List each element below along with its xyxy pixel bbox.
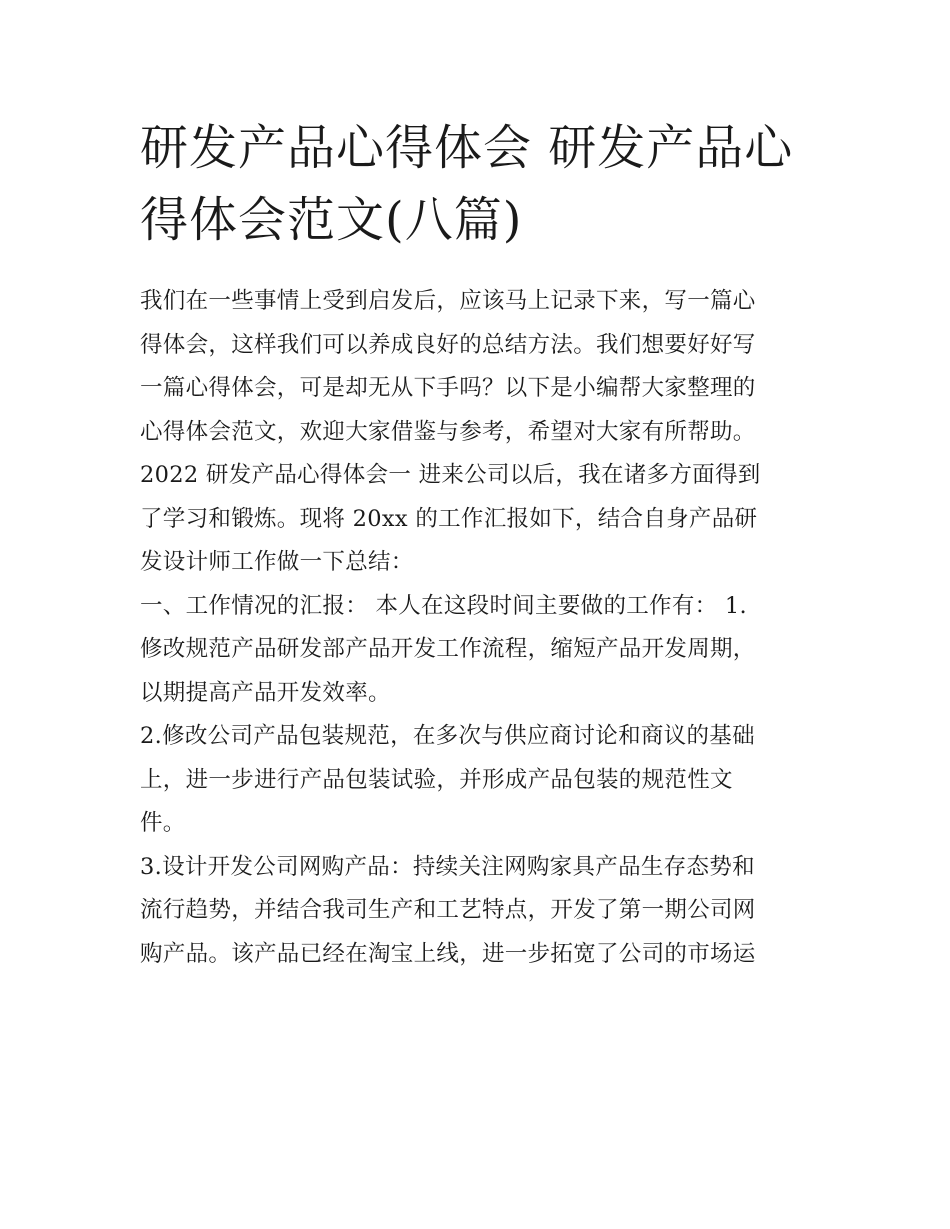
document-title: [140, 112, 830, 256]
body-line: 2022 研发产品心得体会一 进来公司以后，我在诸多方面得到: [140, 462, 761, 488]
body-line: 我们在一些事情上受到启发后，应该马上记录下来，写一篇心: [140, 288, 756, 314]
body-line: 3.设计开发公司网购产品：持续关注网购家具产品生存态势和: [140, 853, 755, 880]
body-line: 2.修改公司产品包装规范，在多次与供应商讨论和商议的基础: [140, 723, 755, 749]
body-line: 以期提高产品开发效率。: [140, 679, 391, 706]
body-line: 流行趋势，并结合我司生产和工艺特点，开发了第一期公司网: [140, 897, 756, 923]
body-line: 心得体会范文，欢迎大家借鉴与参考，希望对大家有所帮助。: [140, 418, 756, 445]
body-line: 件。: [140, 810, 186, 836]
body-line: 了学习和锻炼。现将 20xx 的工作汇报如下，结合自身产品研: [140, 505, 758, 532]
document-body: [140, 280, 820, 976]
body-line: 上，进一步进行产品包装试验，并形成产品包装的规范性文: [140, 766, 733, 793]
body-line: 得体会，这样我们可以养成良好的总结方法。我们想要好好写: [140, 331, 756, 358]
body-line: 一篇心得体会，可是却无从下手吗？以下是小编帮大家整理的: [140, 375, 756, 401]
title-line-2: 得体会范文(八篇): [140, 192, 523, 248]
title-line-1: 研发产品心得体会 研发产品心: [140, 120, 794, 176]
body-line: 购产品。该产品已经在淘宝上线，进一步拓宽了公司的市场运: [140, 940, 756, 967]
body-line: 修改规范产品研发部产品开发工作流程，缩短产品开发周期，: [140, 636, 756, 662]
body-line: 发设计师工作做一下总结：: [140, 549, 414, 575]
body-line: 一、工作情况的汇报： 本人在这段时间主要做的工作有： 1.: [140, 592, 747, 619]
